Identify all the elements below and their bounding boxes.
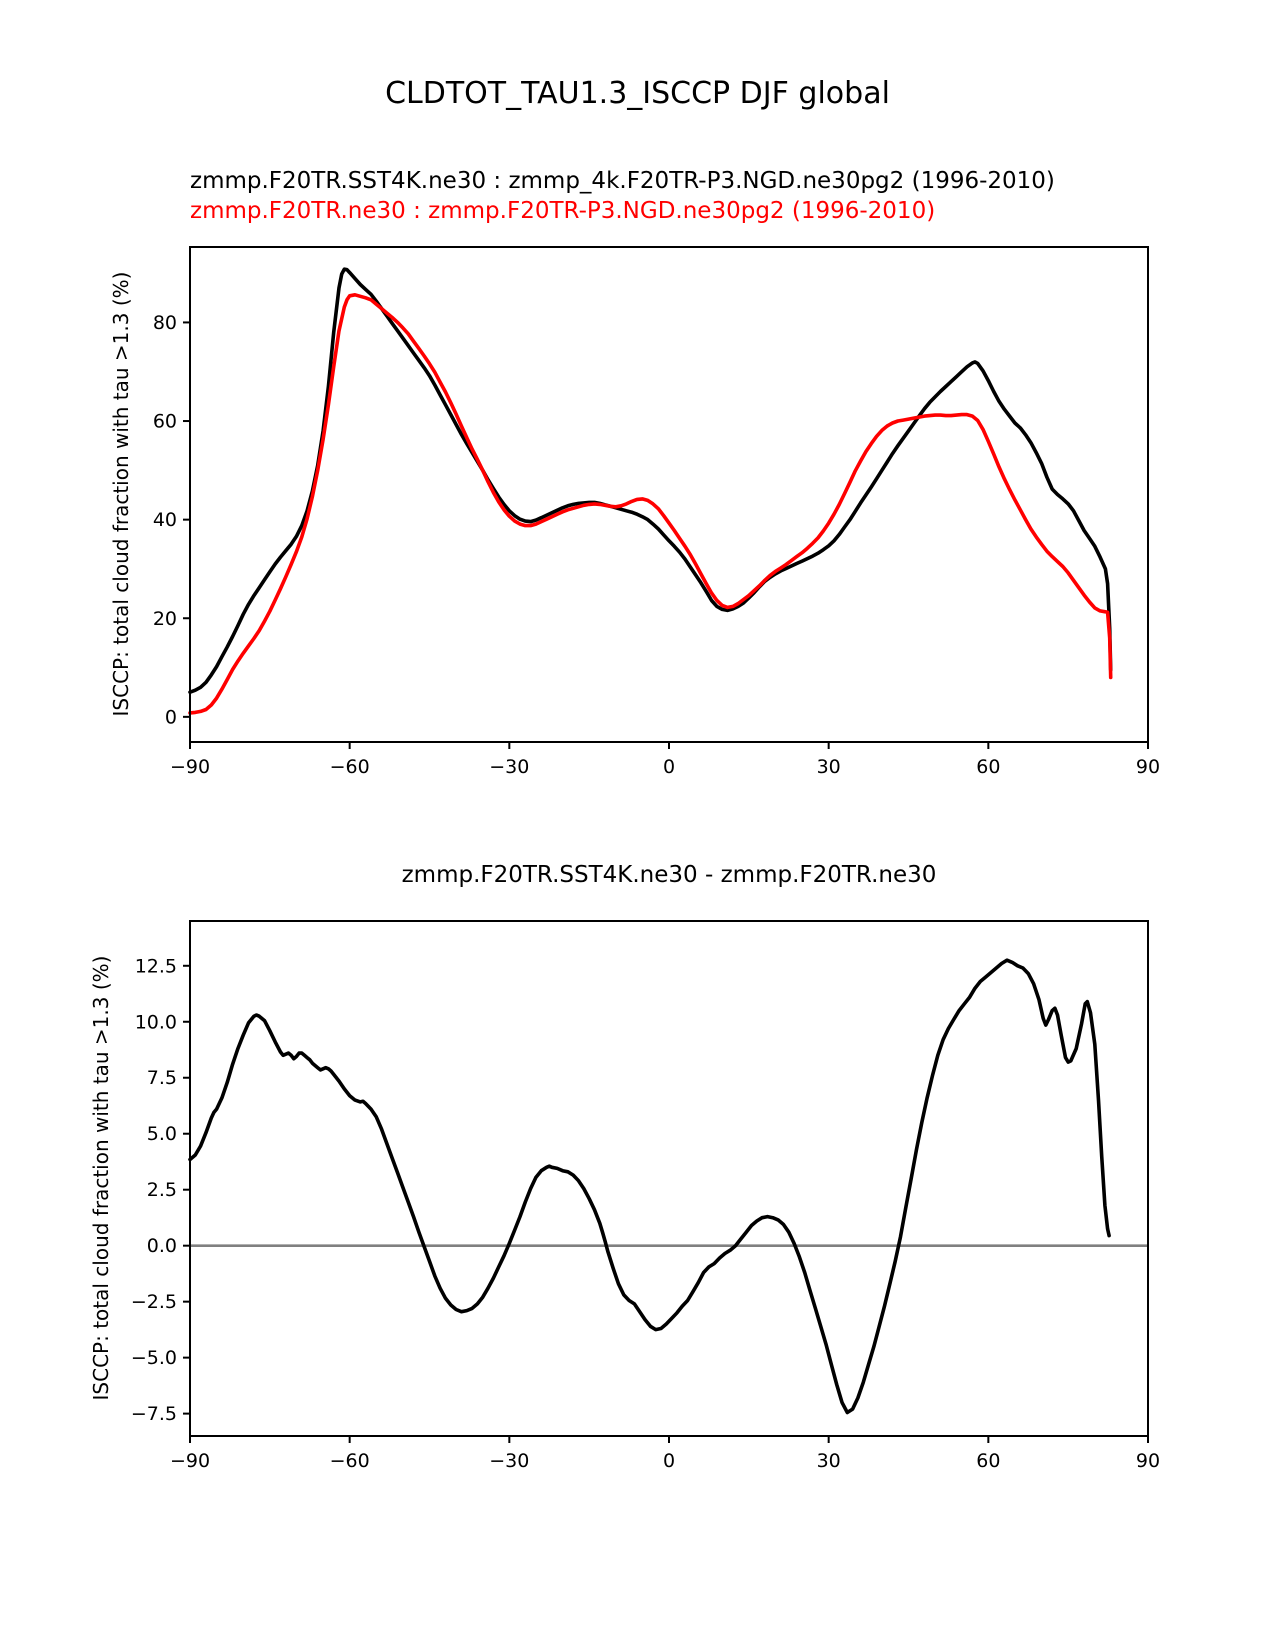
y-tick-label: −7.5 xyxy=(130,1403,177,1426)
bottom-panel-title: zmmp.F20TR.SST4K.ne30 - zmmp.F20TR.ne30 xyxy=(401,862,937,888)
y-tick-label: 7.5 xyxy=(146,1067,177,1090)
x-tick-label: 60 xyxy=(976,1450,1001,1472)
x-tick-label: 90 xyxy=(1135,1450,1161,1472)
x-tick-label: 0 xyxy=(662,756,676,778)
top-panel-title-black: zmmp.F20TR.SST4K.ne30 : zmmp_4k.F20TR-P3.NGD.ne30pg2 (1996-2010) xyxy=(190,168,1055,194)
y-tick-label: −2.5 xyxy=(130,1291,177,1314)
x-tick-label: 60 xyxy=(976,756,1001,778)
bottom-y-axis-label: ISCCP: total cloud fraction with tau >1.3 (%) xyxy=(89,955,113,1401)
y-tick-label: 0 xyxy=(164,706,177,729)
top-y-axis-label: ISCCP: total cloud fraction with tau >1.3 (%) xyxy=(109,271,133,717)
axes-frame xyxy=(190,921,1148,1436)
x-tick-label: −90 xyxy=(169,756,211,778)
top-panel-title-red: zmmp.F20TR.ne30 : zmmp.F20TR-P3.NGD.ne30pg2 (1996-2010) xyxy=(190,198,936,224)
y-tick-label: 2.5 xyxy=(146,1179,177,1202)
y-tick-label: −5.0 xyxy=(130,1347,177,1370)
x-tick-label: −30 xyxy=(489,1450,530,1472)
x-tick-label: 30 xyxy=(816,756,841,778)
x-tick-label: 30 xyxy=(816,1450,841,1472)
x-tick-label: −60 xyxy=(329,756,370,778)
y-tick-label: 12.5 xyxy=(134,955,177,978)
y-tick-label: 10.0 xyxy=(134,1011,177,1034)
y-tick-label: 0.0 xyxy=(146,1235,177,1258)
x-tick-label: 0 xyxy=(662,1450,676,1472)
y-tick-label: 20 xyxy=(152,607,177,630)
top-panel xyxy=(153,247,1160,778)
x-tick-label: −90 xyxy=(169,1450,211,1472)
y-tick-label: 80 xyxy=(152,311,177,334)
red-control-line xyxy=(190,295,1111,713)
y-tick-label: 40 xyxy=(152,509,177,532)
black-sst4k-line xyxy=(190,269,1111,692)
figure-title: CLDTOT_TAU1.3_ISCCP DJF global xyxy=(385,76,890,111)
y-tick-label: 5.0 xyxy=(146,1123,177,1146)
x-tick-label: −60 xyxy=(329,1450,370,1472)
x-tick-label: −30 xyxy=(489,756,530,778)
bottom-panel xyxy=(131,921,1160,1472)
y-tick-label: 60 xyxy=(152,410,177,433)
x-tick-label: 90 xyxy=(1135,756,1161,778)
difference-line xyxy=(190,960,1109,1412)
